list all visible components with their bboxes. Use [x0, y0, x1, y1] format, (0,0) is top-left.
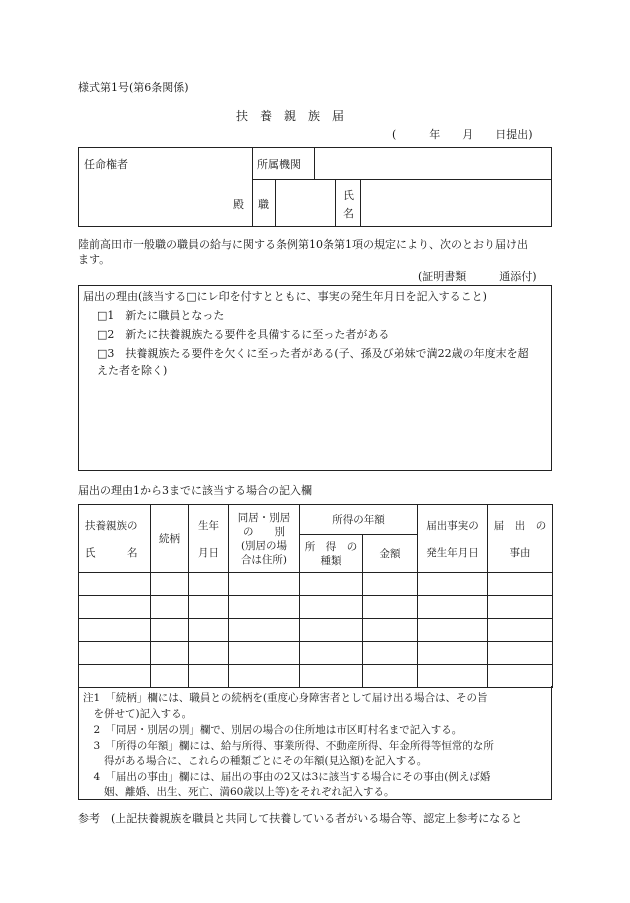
- reason-item-1[interactable]: □1 新たに職員となった: [97, 309, 225, 322]
- reason-item-2[interactable]: □2 新たに扶養親族たる要件を具備するに至った者がある: [97, 328, 390, 341]
- note-line: を併せて)記入する。: [83, 708, 193, 720]
- col-name: 扶養親族の 氏 名: [79, 505, 151, 573]
- note-line: 注1 「続柄」欄には、職員との続柄を(重度心身障害者として届け出る場合は、その旨: [83, 692, 488, 704]
- col-cause: 届 出 の 事由: [488, 505, 553, 573]
- intro-line-2: ます。: [78, 253, 111, 266]
- col-income-type: 所 得 の 種類: [300, 535, 363, 573]
- note-line: 姻、離婚、出生、死亡、満60歳以上等)をそれぞれ記入する。: [83, 786, 395, 798]
- table-row: [79, 596, 553, 619]
- col-cohabitation: 同居・別居 の 別 (別居の場 合は住所): [229, 505, 300, 573]
- note-line: 4 「届出の事由」欄には、届出の事由の2又は3に該当する場合にその事由(例えば婚: [83, 771, 491, 783]
- table-title: 届出の理由1から3までに該当する場合の記入欄: [78, 484, 312, 497]
- dependents-table: [78, 504, 553, 688]
- note-line: 3 「所得の年額」欄には、給与所得、事業所得、不動産所得、年金所得等恒常的な所: [83, 740, 494, 752]
- col-income-amount: 金額: [363, 535, 418, 573]
- col-birth: 生年 月日: [189, 505, 229, 573]
- submission-date: ( 年 月 日提出): [392, 128, 533, 141]
- dono-label: 殿: [233, 198, 244, 211]
- note-line: 得がある場合に、これらの種類ごとにその年額(見込額)を記入する。: [83, 755, 428, 767]
- header-box: [78, 147, 552, 227]
- form-title: 扶 養 親 族 届: [236, 109, 345, 123]
- reference-note: 参考 (上記扶養親族を職員と共同して扶養している者がいる場合等、認定上参考になると: [78, 812, 523, 825]
- affiliation-label: 所属機関: [257, 158, 301, 171]
- name-label-1: 氏: [343, 189, 354, 202]
- reason-heading: 届出の理由(該当する□にレ印を付すとともに、事実の発生年月日を記入すること): [83, 290, 487, 303]
- notes-box: [78, 686, 552, 800]
- note-line: 2 「同居・別居の別」欄で、別居の場合の住所地は市区町村名まで記入する。: [83, 724, 463, 736]
- name-label-2: 名: [343, 207, 354, 220]
- form-number: 様式第1号(第6条関係): [78, 81, 189, 94]
- appointer-label: 任命権者: [84, 158, 128, 171]
- table-row: [79, 642, 553, 665]
- col-occurrence-date: 届出事実の 発生年月日: [418, 505, 488, 573]
- position-label: 職: [258, 198, 269, 211]
- intro-line-1: 陸前高田市一般職の職員の給与に関する条例第10条第1項の規定により、次のとおり届け出: [78, 238, 528, 251]
- table-row: [79, 665, 553, 688]
- reason-item-3-cont: えた者を除く): [97, 364, 168, 377]
- reason-item-3[interactable]: □3 扶養親族たる要件を欠くに至った者がある(子、孫及び弟妹で満22歳の年度末を超: [97, 347, 529, 360]
- col-relation: 続柄: [151, 505, 189, 573]
- attachment-note: (証明書類 通添付): [418, 270, 537, 283]
- table-row: [79, 573, 553, 596]
- col-income: 所得の年額: [300, 505, 418, 535]
- table-row: [79, 619, 553, 642]
